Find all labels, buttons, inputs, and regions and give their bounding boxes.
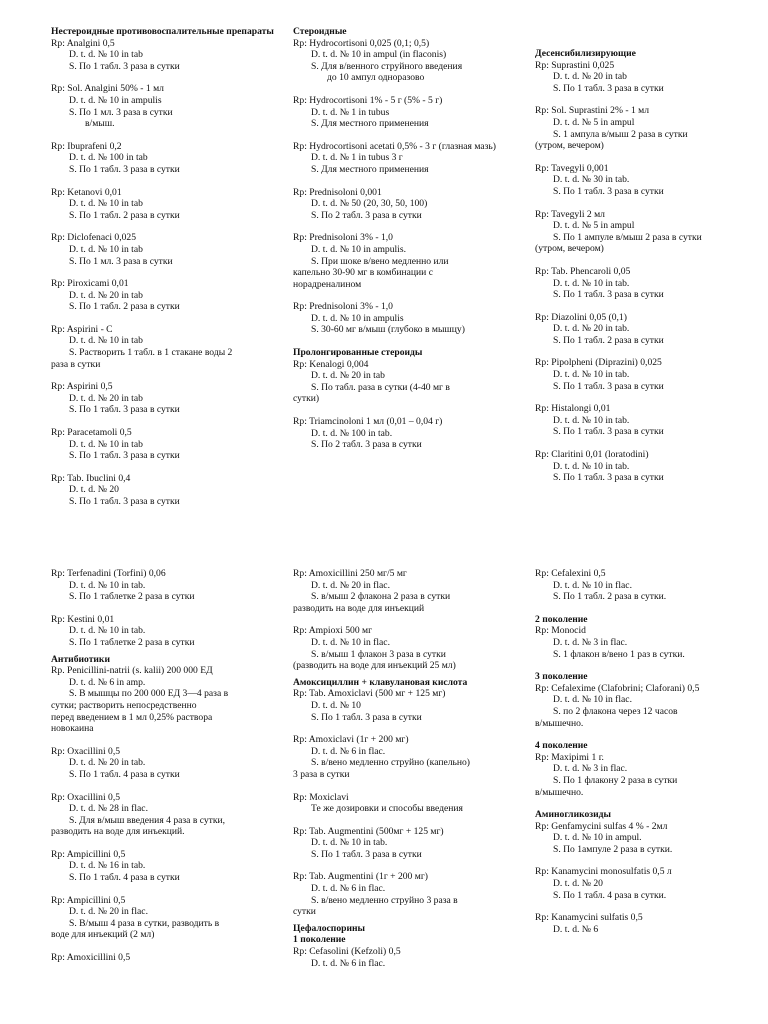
prescription-line: 3 раза в сутки xyxy=(293,768,350,780)
top-column-1 xyxy=(51,26,279,508)
prescription xyxy=(293,187,523,222)
prescription-line: S. По 1 табл. 2 раза в сутки. xyxy=(553,591,667,603)
prescription xyxy=(293,625,523,671)
prescription xyxy=(535,449,757,484)
prescription-line: D. t. d. № 10 in tab xyxy=(69,335,143,347)
prescription-line: Rp: Monocid xyxy=(535,625,586,637)
prescription-line: Rp: Hydrocortisoni 1% - 5 г (5% - 5 г) xyxy=(293,94,443,106)
top-column-2 xyxy=(293,26,523,451)
prescription xyxy=(51,473,279,508)
prescription-line: S. По 2 табл. 3 раза в сутки xyxy=(311,439,422,451)
prescription-line: D. t. d. № 30 in tab. xyxy=(553,174,630,186)
prescription xyxy=(293,871,523,917)
prescription-line: S. По 1 флакону 2 раза в сутки xyxy=(553,774,678,786)
prescription-line: S. По 1 табл. 2 раза в сутки xyxy=(553,334,664,346)
prescription-line: D. t. d. № 3 in flac. xyxy=(553,763,628,775)
prescription-line: S. По 1 таблетке 2 раза в сутки xyxy=(69,636,195,648)
prescription-line: Rp: Piroxicami 0,01 xyxy=(51,278,129,290)
prescription xyxy=(293,232,523,290)
prescription xyxy=(535,357,757,392)
prescription-line: D. t. d. № 10 in ampul. xyxy=(553,832,642,844)
prescription-line: Rp: Oxacillini 0,5 xyxy=(51,745,121,757)
prescription-line: Rp: Suprastini 0,025 xyxy=(535,59,615,71)
prescription-line: S. По 1 табл. 3 раза в сутки xyxy=(69,450,180,462)
prescription-line: D. t. d. № 20 in tab xyxy=(553,71,627,83)
prescription xyxy=(293,301,523,336)
prescription-line: D. t. d. № 20 in tab xyxy=(69,392,143,404)
prescription xyxy=(51,614,279,649)
prescription xyxy=(293,359,523,405)
prescription-line: D. t. d. № 20 xyxy=(553,878,603,890)
prescription-line: Rp: Diclofenaci 0,025 xyxy=(51,232,136,244)
prescription-line: D. t. d. № 5 in ampul xyxy=(553,220,635,232)
prescription xyxy=(535,163,757,198)
prescription-line: D. t. d. № 10 in tab xyxy=(69,49,143,61)
prescription-line: в/мышечно. xyxy=(535,786,584,798)
prescription xyxy=(51,792,279,838)
prescription-line: S. По табл. раза в сутки (4-40 мг в xyxy=(311,381,450,393)
prescription-line: S. По 2 табл. 3 раза в сутки xyxy=(311,209,422,221)
prescription-line: D. t. d. № 50 (20, 30, 50, 100) xyxy=(311,198,428,210)
prescription-line: D. t. d. № 6 in flac. xyxy=(311,957,386,969)
prescription-line: D. t. d. № 10 xyxy=(311,699,361,711)
prescription-line: Rp: Triamcinoloni 1 мл (0,01 – 0,04 г) xyxy=(293,416,443,428)
prescription-line: S. Для в/мыш введения 4 раза в сутки, xyxy=(69,814,226,826)
prescription-line: D. t. d. № 10 in tab xyxy=(69,198,143,210)
prescription-line: Rp. Penicillini-natrii (s. kalii) 200 000 ЕД xyxy=(51,665,213,677)
prescription-line: Rp: Sol. Analgini 50% - 1 мл xyxy=(51,83,164,95)
prescription xyxy=(535,105,757,151)
prescription-line: S. По 1 табл. 3 раза в сутки xyxy=(311,848,422,860)
prescription-line: D. t. d. № 5 in ampul xyxy=(553,116,635,128)
prescription-line: до 10 ампул одноразово xyxy=(327,72,425,84)
prescription-line: Rp: Prednisoloni 3% - 1,0 xyxy=(293,301,393,313)
prescription-line: Rp: Tab. Amoxiclavi (500 мг + 125 мг) xyxy=(293,688,446,700)
prescription-line: (разводить на воде для инъекций 25 мл) xyxy=(293,660,456,672)
prescription-line: S. По 1 табл. 3 раза в сутки xyxy=(553,472,664,484)
prescription-line: D. t. d. № 1 in tubus 3 г xyxy=(311,152,403,164)
bottom-column-3 xyxy=(535,568,757,935)
prescription-line: S. Для местного применения xyxy=(311,118,429,130)
prescription-line: D. t. d. № 20 in flac. xyxy=(311,579,390,591)
prescription-line: D. t. d. № 20 in tab. xyxy=(69,757,146,769)
prescription xyxy=(293,141,523,176)
prescription-line: в/мышечно. xyxy=(535,717,584,729)
prescription-line: Rp: Ampicillini 0,5 xyxy=(51,848,126,860)
prescription-line: S. По 1 мл. 3 раза в сутки xyxy=(69,255,173,267)
prescription-line: D. t. d. № 20 in flac. xyxy=(69,906,148,918)
prescription-line: в/мыш. xyxy=(85,118,115,130)
prescription-line: S. Для местного применения xyxy=(311,163,429,175)
prescription-line: Rp: Amoxiclavi (1г + 200 мг) xyxy=(293,734,409,746)
prescription xyxy=(51,895,279,941)
prescription-line: D. t. d. № 6 in amp. xyxy=(69,676,146,688)
prescription-line: D. t. d. № 10 in tab xyxy=(69,243,143,255)
prescription-line: Rp: Prednisoloni 3% - 1,0 xyxy=(293,232,393,244)
prescription-line: D. t. d. № 10 in tab. xyxy=(69,625,146,637)
prescription-line: S. По 1 табл. 3 раза в сутки xyxy=(69,60,180,72)
prescription-line: Те же дозировки и способы введения xyxy=(311,803,463,815)
prescription-line: D. t. d. № 6 in flac. xyxy=(311,745,386,757)
prescription-line: Rp: Kenalogi 0,004 xyxy=(293,358,369,370)
prescription xyxy=(51,324,279,370)
prescription xyxy=(51,141,279,176)
prescription-line: S. По 1 табл. 3 раза в сутки xyxy=(69,404,180,416)
prescription xyxy=(535,683,757,729)
prescription xyxy=(535,266,757,301)
prescription-line: Rp: Genfamycini sulfas 4 % - 2мл xyxy=(535,820,668,832)
prescription-line: новокаина xyxy=(51,723,94,735)
prescription xyxy=(51,38,279,73)
prescription-line: S. По 1 табл. 3 раза в сутки xyxy=(553,82,664,94)
section-heading: 2 поколение xyxy=(535,613,588,625)
prescription-line: перед введением в 1 мл 0,25% раствора xyxy=(51,711,213,723)
prescription-line: Rp: Aspirini 0,5 xyxy=(51,381,113,393)
prescription-line: S. 1 флакон в/вено 1 раз в сутки. xyxy=(553,648,685,660)
section-heading: 3 поколение xyxy=(535,671,588,683)
prescription-line: Rp: Paracetamoli 0,5 xyxy=(51,427,132,439)
prescription xyxy=(51,849,279,884)
prescription-line: разводить на воде для инъекций xyxy=(293,602,425,614)
prescription-line: S. По 1ампуле 2 раза в сутки. xyxy=(553,843,673,855)
prescription-line: S. По 1 табл. 3 раза в сутки xyxy=(553,426,664,438)
prescription-line: D. t. d. № 20 in tab xyxy=(311,370,385,382)
prescription-line: D. t. d. № 10 in ampulis xyxy=(69,94,162,106)
bottom-column-2 xyxy=(293,568,523,969)
prescription-line: S. По 1 табл. 3 раза в сутки xyxy=(553,185,664,197)
prescription-line: капельно 30-90 мг в комбинации с xyxy=(293,267,433,279)
prescription-line: D. t. d. № 10 in tab. xyxy=(553,414,630,426)
section-heading: Амоксициллин + клавулановая кислота xyxy=(293,676,468,688)
prescription-line: D. t. d. № 10 in flac. xyxy=(553,579,632,591)
prescription xyxy=(293,734,523,780)
prescription-line: Rp: Tavegyli 2 мл xyxy=(535,208,605,220)
prescription-line: S. по 2 флакона через 12 часов xyxy=(553,705,678,717)
prescription xyxy=(535,60,757,95)
prescription-line: Rp: Histalongi 0,01 xyxy=(535,403,611,415)
prescription-line: D. t. d. № 28 in flac. xyxy=(69,803,148,815)
prescription-line: S. По 1 табл. 4 раза в сутки. xyxy=(553,889,667,901)
prescription-line: S. По 1 таблетке 2 раза в сутки xyxy=(69,591,195,603)
prescription-line: S. 1 ампула в/мыш 2 раза в сутки xyxy=(553,128,688,140)
prescription-line: Rp: Oxacillini 0,5 xyxy=(51,791,121,803)
prescription xyxy=(535,912,757,935)
prescription-line: Rp: Pipolpheni (Diprazini) 0,025 xyxy=(535,357,662,369)
prescription-line: Rp: Kanamycini sulfatis 0,5 xyxy=(535,912,643,924)
prescription-line: Rp: Claritini 0,01 (loratodini) xyxy=(535,449,649,461)
section-heading: 4 поколение xyxy=(535,740,588,752)
prescription-line: D. t. d. № 100 in tab. xyxy=(311,427,393,439)
prescription-line: норадреналином xyxy=(293,278,362,290)
prescription-line: Rp: Cefalexime (Clafobrini; Claforani) 0,5 xyxy=(535,682,700,694)
spacer xyxy=(535,26,757,37)
prescription-line: (утром, вечером) xyxy=(535,140,604,152)
prescription xyxy=(51,568,279,603)
prescription-line: Rp: Ampioxi 500 мг xyxy=(293,625,373,637)
prescription-line: D. t. d. № 10 in ampul (in flaconis) xyxy=(311,49,447,61)
prescription-line: S. Растворить 1 табл. в 1 стакане воды 2 xyxy=(69,347,233,359)
prescription xyxy=(293,38,523,84)
prescription xyxy=(51,952,279,964)
prescription xyxy=(535,403,757,438)
prescription-line: (утром, вечером) xyxy=(535,243,604,255)
prescription xyxy=(293,792,523,815)
prescription-line: Rp: Diazolini 0,05 (0,1) xyxy=(535,311,627,323)
top-column-3 xyxy=(535,26,757,484)
prescription xyxy=(51,381,279,416)
prescription-line: S. По 1 табл. 3 раза в сутки xyxy=(553,289,664,301)
prescription-line: Rp: Terfenadini (Torfini) 0,06 xyxy=(51,568,166,579)
prescription xyxy=(51,746,279,781)
prescription-line: Rp: Tab. Phencaroli 0,05 xyxy=(535,265,631,277)
prescription-line: S. По 1 табл. 2 раза в сутки xyxy=(69,301,180,313)
prescription-line: Rp: Maxipimi 1 г. xyxy=(535,751,604,763)
prescription-line: Rp: Ibuprafeni 0,2 xyxy=(51,140,122,152)
prescription-line: D. t. d. № 10 in flac. xyxy=(311,636,390,648)
prescription-line: S. По 1 мл. 3 раза в сутки xyxy=(69,106,173,118)
prescription-line: сутки xyxy=(293,906,316,918)
prescription-line: D. t. d. № 3 in flac. xyxy=(553,636,628,648)
prescription-line: сутки) xyxy=(293,393,320,405)
prescription-line: S. в/мыш 2 флакона 2 раза в сутки xyxy=(311,591,451,603)
prescription-line: S. в/вено медленно струйно 3 раза в xyxy=(311,894,458,906)
prescription xyxy=(51,232,279,267)
section-heading: Аминогликозиды xyxy=(535,809,612,821)
prescription-line: S. По 1 табл. 3 раза в сутки xyxy=(69,163,180,175)
prescription-line: D. t. d. № 1 in tubus xyxy=(311,106,390,118)
prescription-line: S. По 1 табл. 3 раза в сутки xyxy=(69,496,180,507)
prescription-line: Rp: Hydrocortisoni 0,025 (0,1; 0,5) xyxy=(293,37,430,49)
prescription xyxy=(535,312,757,347)
prescription-line: сутки; растворить непосредственно xyxy=(51,699,197,711)
prescription-line: разводить на воде для инъекций. xyxy=(51,826,185,838)
prescription-line: D. t. d. № 10 in tab. xyxy=(553,277,630,289)
prescription-line: S. Для в/венного струйного введения xyxy=(311,60,463,72)
prescription-line: S. В/мыш 4 раза в сутки, разводить в xyxy=(69,917,220,929)
prescription xyxy=(51,665,279,735)
prescription-line: D. t. d. № 10 in ampulis. xyxy=(311,243,406,255)
prescription-line: D. t. d. № 10 in tab. xyxy=(69,579,146,591)
prescription xyxy=(293,946,523,969)
prescription xyxy=(51,83,279,129)
prescription xyxy=(535,821,757,856)
prescription-line: S. По 1 табл. 2 раза в сутки xyxy=(69,209,180,221)
prescription-line: D. t. d. № 10 in tab. xyxy=(553,369,630,381)
prescription-line: Rp: Ampicillini 0,5 xyxy=(51,894,126,906)
prescription-line: воде для инъекций (2 мл) xyxy=(51,929,155,941)
prescription xyxy=(535,209,757,255)
section-heading: Антибиотики xyxy=(51,653,110,665)
prescription-line: Rp: Tavegyli 0,001 xyxy=(535,162,609,174)
prescription-line: Rp: Hydrocortisoni acetati 0,5% - 3 г (глазная мазь) xyxy=(293,140,496,152)
prescription-line: Rp: Kestini 0,01 xyxy=(51,613,115,625)
prescription xyxy=(293,416,523,451)
prescription-line: D. t. d. № 10 in flac. xyxy=(553,694,632,706)
prescription-line: S. По 1 табл. 3 раза в сутки xyxy=(553,380,664,392)
prescription-line: D. t. d. № 10 in ampulis xyxy=(311,312,404,324)
prescription-line: S. в/вено медленно струйно (капельно) xyxy=(311,757,471,769)
section-heading: Нестероидные противовоспалительные препараты xyxy=(51,26,274,37)
prescription-line: Rp: Aspirini - C xyxy=(51,323,113,335)
prescription xyxy=(535,866,757,901)
prescription xyxy=(293,826,523,861)
prescription xyxy=(535,752,757,798)
prescription xyxy=(293,688,523,723)
prescription-line: D. t. d. № 20 in tab xyxy=(69,289,143,301)
prescription-line: Rp: Analgini 0,5 xyxy=(51,37,115,49)
prescription xyxy=(51,427,279,462)
prescription-line: Rp: Moxiclavi xyxy=(293,791,349,803)
section-heading: Цефалоспорины xyxy=(293,922,366,934)
prescription-line: раза в сутки xyxy=(51,358,101,370)
prescription-line: Rp: Kanamycini monosulfatis 0,5 л xyxy=(535,866,672,878)
section-heading: Пролонгированные стероиды xyxy=(293,347,423,359)
prescription-line: S. При шоке в/вено медленно или xyxy=(311,255,449,267)
prescription xyxy=(293,568,523,614)
prescription-line: S. По 1 табл. 3 раза в сутки xyxy=(311,711,422,723)
prescription xyxy=(293,95,523,130)
prescription-line: D. t. d. № 20 in tab. xyxy=(553,323,630,335)
prescription-line: Rp: Ketanovi 0,01 xyxy=(51,186,122,198)
prescription-line: D. t. d. № 6 xyxy=(553,923,599,935)
prescription-line: S. 30-60 мг в/мыш (глубоко в мышцу) xyxy=(311,324,465,336)
prescription-line: Rp: Amoxicillini 0,5 xyxy=(51,952,131,964)
prescription-line: D. t. d. № 10 in tab. xyxy=(311,837,388,849)
prescription-line: Rp: Sol. Suprastini 2% - 1 мл xyxy=(535,105,649,117)
prescription-line: Rp: Cefasolini (Kefzoli) 0,5 xyxy=(293,946,401,958)
prescription xyxy=(535,568,757,603)
prescription-line: Rp: Cefalexini 0,5 xyxy=(535,568,606,579)
prescription-line: S. По 1 ампуле в/мыш 2 раза в сутки xyxy=(553,231,702,243)
prescription-line: Rp: Tab. Ibuclini 0,4 xyxy=(51,472,131,484)
prescription xyxy=(51,187,279,222)
prescription-line: Rp: Amoxicillini 250 мг/5 мг xyxy=(293,568,407,579)
prescription-line: D. t. d. № 20 xyxy=(69,484,119,496)
prescription xyxy=(51,278,279,313)
prescription xyxy=(535,625,757,660)
section-heading: Десенсибилизирующие xyxy=(535,48,636,59)
prescription-line: D. t. d. № 10 in tab. xyxy=(553,460,630,472)
prescription-line: S. в/мыш 1 флакон 3 раза в сутки xyxy=(311,648,446,660)
section-heading: 1 поколение xyxy=(293,934,346,946)
bottom-column-1 xyxy=(51,568,279,964)
prescription-line: Rp: Prednisoloni 0,001 xyxy=(293,186,382,198)
prescription-line: D. t. d. № 6 in flac. xyxy=(311,883,386,895)
prescription-line: D. t. d. № 16 in tab. xyxy=(69,860,146,872)
prescription-line: D. t. d. № 10 in tab xyxy=(69,438,143,450)
prescription-line: S. По 1 табл. 4 раза в сутки xyxy=(69,872,180,884)
section-heading: Стероидные xyxy=(293,26,347,37)
prescription-line: D. t. d. № 100 in tab xyxy=(69,152,148,164)
prescription-line: S. В мышцы по 200 000 ЕД 3—4 раза в xyxy=(69,688,229,700)
prescription-line: S. По 1 табл. 4 раза в сутки xyxy=(69,768,180,780)
prescription-line: Rp: Tab. Augmentini (500мг + 125 мг) xyxy=(293,825,444,837)
prescription-line: Rp: Tab. Augmentini (1г + 200 мг) xyxy=(293,871,428,883)
